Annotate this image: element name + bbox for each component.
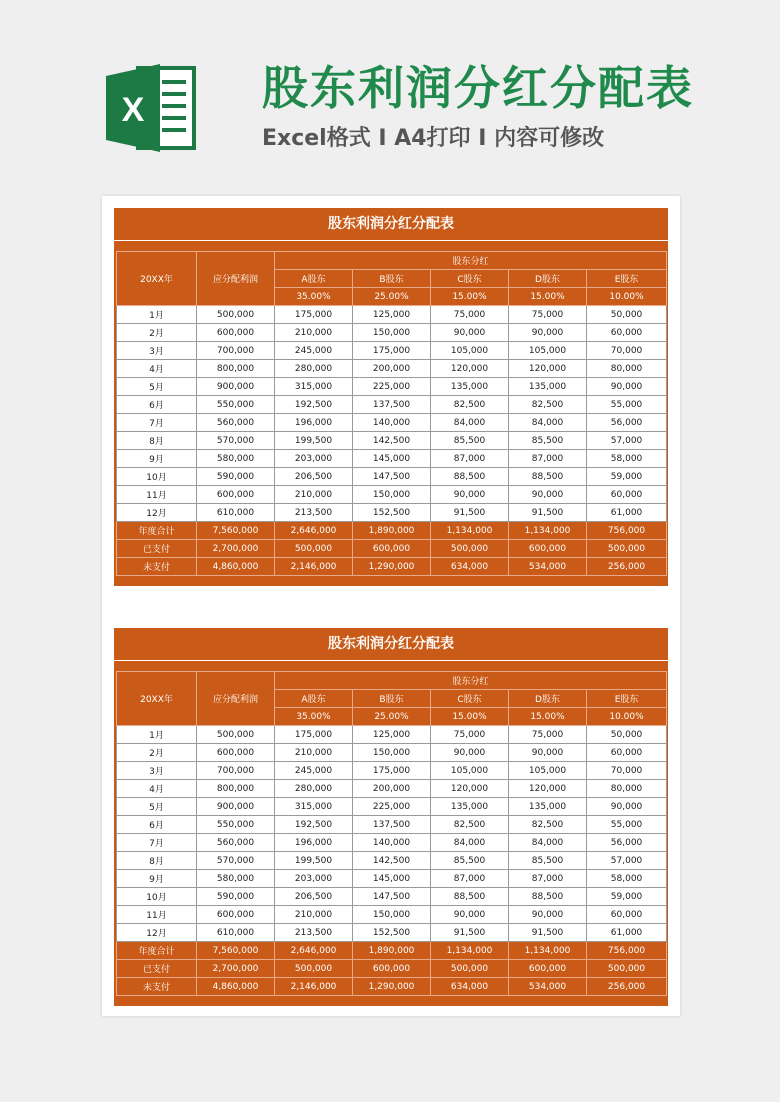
table-row (117, 342, 667, 360)
table-cell: 9月 (117, 450, 197, 468)
table-cell: 56,000 (587, 414, 667, 432)
table-cell: 500,000 (275, 960, 353, 978)
table-cell: 84,000 (431, 414, 509, 432)
table-cell: 82,500 (509, 816, 587, 834)
table-row (117, 762, 667, 780)
shareholder-name: C股东 (431, 690, 509, 708)
table-cell: 61,000 (587, 504, 667, 522)
table-row (117, 486, 667, 504)
sheet-title: 股东利润分红分配表 (114, 628, 668, 661)
table-sheet-2 (114, 628, 668, 1006)
table-row (117, 378, 667, 396)
table-row (117, 450, 667, 468)
table-cell: 7月 (117, 414, 197, 432)
table-cell: 756,000 (587, 522, 667, 540)
table-cell: 560,000 (197, 414, 275, 432)
header-row (117, 252, 667, 270)
table-cell: 84,000 (431, 834, 509, 852)
table-cell: 135,000 (431, 378, 509, 396)
table-cell: 91,500 (509, 924, 587, 942)
table-cell: 1,134,000 (509, 942, 587, 960)
table-cell: 2,700,000 (197, 540, 275, 558)
table-cell: 90,000 (509, 324, 587, 342)
table-cell: 60,000 (587, 486, 667, 504)
table-cell: 147,500 (353, 888, 431, 906)
table-cell: 120,000 (431, 780, 509, 798)
table-cell: 已支付 (117, 540, 197, 558)
shareholder-ratio: 15.00% (431, 288, 509, 306)
table-row (117, 924, 667, 942)
table-cell: 315,000 (275, 798, 353, 816)
table-cell: 85,500 (431, 432, 509, 450)
table-cell: 590,000 (197, 888, 275, 906)
table-cell: 210,000 (275, 324, 353, 342)
table-cell: 150,000 (353, 486, 431, 504)
table-cell: 500,000 (197, 726, 275, 744)
table-cell: 105,000 (431, 762, 509, 780)
col-header-profit: 应分配利润 (197, 252, 275, 306)
table-cell: 125,000 (353, 726, 431, 744)
table-cell: 120,000 (509, 360, 587, 378)
table-cell: 75,000 (431, 726, 509, 744)
table-row (117, 414, 667, 432)
table-cell: 87,000 (509, 870, 587, 888)
table-cell: 8月 (117, 432, 197, 450)
table-cell: 4,860,000 (197, 558, 275, 576)
table-cell: 245,000 (275, 762, 353, 780)
table-cell: 91,500 (431, 504, 509, 522)
table-row (117, 324, 667, 342)
table-cell: 245,000 (275, 342, 353, 360)
table-cell: 145,000 (353, 870, 431, 888)
table-cell: 199,500 (275, 852, 353, 870)
table-row (117, 906, 667, 924)
sheet-title: 股东利润分红分配表 (114, 208, 668, 241)
table-row (117, 432, 667, 450)
dividend-table (116, 671, 667, 996)
table-cell: 203,000 (275, 870, 353, 888)
table-row (117, 798, 667, 816)
table-cell: 192,500 (275, 816, 353, 834)
table-cell: 600,000 (509, 540, 587, 558)
table-cell: 192,500 (275, 396, 353, 414)
table-row (117, 726, 667, 744)
table-cell: 82,500 (509, 396, 587, 414)
table-cell: 500,000 (587, 960, 667, 978)
table-cell: 88,500 (431, 468, 509, 486)
table-cell: 90,000 (431, 744, 509, 762)
table-cell: 225,000 (353, 378, 431, 396)
table-cell: 55,000 (587, 816, 667, 834)
table-cell: 1,890,000 (353, 942, 431, 960)
table-cell: 90,000 (431, 906, 509, 924)
table-cell: 2,146,000 (275, 978, 353, 996)
document-paper (102, 196, 680, 1016)
table-cell: 125,000 (353, 306, 431, 324)
table-cell: 60,000 (587, 744, 667, 762)
table-cell: 196,000 (275, 834, 353, 852)
table-cell: 5月 (117, 378, 197, 396)
table-cell: 600,000 (509, 960, 587, 978)
col-header-profit: 应分配利润 (197, 672, 275, 726)
table-cell: 1,290,000 (353, 558, 431, 576)
logo-letter: X (121, 91, 145, 129)
table-cell: 59,000 (587, 888, 667, 906)
table-cell: 2,646,000 (275, 942, 353, 960)
table-cell: 140,000 (353, 834, 431, 852)
table-cell: 3月 (117, 762, 197, 780)
table-cell: 70,000 (587, 762, 667, 780)
table-cell: 213,500 (275, 924, 353, 942)
table-cell: 82,500 (431, 816, 509, 834)
table-cell: 84,000 (509, 834, 587, 852)
table-cell: 84,000 (509, 414, 587, 432)
table-cell: 105,000 (509, 342, 587, 360)
table-cell: 800,000 (197, 360, 275, 378)
table-cell: 634,000 (431, 558, 509, 576)
table-cell: 7月 (117, 834, 197, 852)
col-header-group: 股东分红 (275, 672, 667, 690)
table-row (117, 780, 667, 798)
table-cell: 57,000 (587, 432, 667, 450)
table-cell: 700,000 (197, 762, 275, 780)
header-row (117, 672, 667, 690)
table-cell: 12月 (117, 924, 197, 942)
table-cell: 6月 (117, 396, 197, 414)
table-cell: 91,500 (431, 924, 509, 942)
table-cell: 105,000 (431, 342, 509, 360)
col-header-year: 20XX年 (117, 672, 197, 726)
table-cell: 85,500 (431, 852, 509, 870)
table-cell: 135,000 (509, 798, 587, 816)
table-cell: 120,000 (509, 780, 587, 798)
table-cell: 10月 (117, 888, 197, 906)
shareholder-name: A股东 (275, 270, 353, 288)
shareholder-name: E股东 (587, 690, 667, 708)
table-cell: 50,000 (587, 726, 667, 744)
page-subtitle: Excel格式 I A4打印 I 内容可修改 (262, 126, 605, 151)
table-row (117, 360, 667, 378)
table-cell: 580,000 (197, 450, 275, 468)
table-row (117, 396, 667, 414)
table-cell: 1月 (117, 726, 197, 744)
table-cell: 142,500 (353, 432, 431, 450)
table-cell: 203,000 (275, 450, 353, 468)
table-cell: 88,500 (509, 888, 587, 906)
col-header-year: 20XX年 (117, 252, 197, 306)
shareholder-ratio: 15.00% (431, 708, 509, 726)
table-cell: 59,000 (587, 468, 667, 486)
table-cell: 4,860,000 (197, 978, 275, 996)
table-cell: 11月 (117, 486, 197, 504)
table-cell: 500,000 (431, 540, 509, 558)
table-row (117, 834, 667, 852)
table-cell: 87,000 (509, 450, 587, 468)
table-row (117, 504, 667, 522)
table-cell: 580,000 (197, 870, 275, 888)
table-cell: 88,500 (431, 888, 509, 906)
table-cell: 60,000 (587, 324, 667, 342)
table-cell: 7,560,000 (197, 522, 275, 540)
table-cell: 88,500 (509, 468, 587, 486)
table-cell: 210,000 (275, 744, 353, 762)
table-cell: 570,000 (197, 852, 275, 870)
table-cell: 200,000 (353, 360, 431, 378)
table-cell: 90,000 (509, 906, 587, 924)
table-cell: 7,560,000 (197, 942, 275, 960)
table-cell: 534,000 (509, 558, 587, 576)
table-cell: 200,000 (353, 780, 431, 798)
table-cell: 6月 (117, 816, 197, 834)
table-cell: 57,000 (587, 852, 667, 870)
table-cell: 50,000 (587, 306, 667, 324)
table-cell: 280,000 (275, 360, 353, 378)
table-cell: 90,000 (587, 798, 667, 816)
table-cell: 1月 (117, 306, 197, 324)
table-cell: 256,000 (587, 978, 667, 996)
table-cell: 256,000 (587, 558, 667, 576)
table-cell: 70,000 (587, 342, 667, 360)
table-cell: 206,500 (275, 888, 353, 906)
table-cell: 590,000 (197, 468, 275, 486)
table-cell: 199,500 (275, 432, 353, 450)
shareholder-name: D股东 (509, 690, 587, 708)
table-cell: 1,134,000 (509, 522, 587, 540)
table-cell: 55,000 (587, 396, 667, 414)
table-cell: 61,000 (587, 924, 667, 942)
summary-row (117, 942, 667, 960)
table-cell: 175,000 (275, 306, 353, 324)
table-cell: 210,000 (275, 906, 353, 924)
table-cell: 4月 (117, 360, 197, 378)
table-cell: 500,000 (587, 540, 667, 558)
table-cell: 206,500 (275, 468, 353, 486)
table-cell: 196,000 (275, 414, 353, 432)
table-cell: 900,000 (197, 378, 275, 396)
table-cell: 280,000 (275, 780, 353, 798)
table-cell: 500,000 (197, 306, 275, 324)
shareholder-ratio: 10.00% (587, 708, 667, 726)
table-cell: 142,500 (353, 852, 431, 870)
shareholder-name: A股东 (275, 690, 353, 708)
summary-row (117, 522, 667, 540)
table-cell: 600,000 (353, 960, 431, 978)
table-cell: 225,000 (353, 798, 431, 816)
table-cell: 2,700,000 (197, 960, 275, 978)
table-cell: 未支付 (117, 978, 197, 996)
table-row (117, 744, 667, 762)
table-cell: 91,500 (509, 504, 587, 522)
table-cell: 175,000 (353, 762, 431, 780)
table-cell: 150,000 (353, 324, 431, 342)
table-cell: 700,000 (197, 342, 275, 360)
table-cell: 175,000 (353, 342, 431, 360)
table-row (117, 888, 667, 906)
table-cell: 550,000 (197, 816, 275, 834)
table-sheet-1 (114, 208, 668, 586)
shareholder-ratio: 10.00% (587, 288, 667, 306)
table-cell: 60,000 (587, 906, 667, 924)
table-cell: 2月 (117, 324, 197, 342)
shareholder-ratio: 35.00% (275, 708, 353, 726)
table-cell: 90,000 (509, 486, 587, 504)
table-cell: 1,134,000 (431, 942, 509, 960)
shareholder-ratio: 25.00% (353, 708, 431, 726)
table-cell: 137,500 (353, 816, 431, 834)
summary-row (117, 978, 667, 996)
table-row (117, 816, 667, 834)
table-cell: 75,000 (431, 306, 509, 324)
shareholder-name: D股东 (509, 270, 587, 288)
table-cell: 85,500 (509, 432, 587, 450)
table-cell: 90,000 (587, 378, 667, 396)
table-row (117, 870, 667, 888)
table-cell: 11月 (117, 906, 197, 924)
table-cell: 8月 (117, 852, 197, 870)
table-cell: 80,000 (587, 780, 667, 798)
table-cell: 150,000 (353, 906, 431, 924)
table-cell: 600,000 (353, 540, 431, 558)
table-cell: 145,000 (353, 450, 431, 468)
table-cell: 175,000 (275, 726, 353, 744)
table-row (117, 468, 667, 486)
table-cell: 4月 (117, 780, 197, 798)
table-cell: 534,000 (509, 978, 587, 996)
table-cell: 1,890,000 (353, 522, 431, 540)
table-cell: 500,000 (275, 540, 353, 558)
table-cell: 10月 (117, 468, 197, 486)
table-cell: 150,000 (353, 744, 431, 762)
table-cell: 5月 (117, 798, 197, 816)
col-header-group: 股东分红 (275, 252, 667, 270)
shareholder-name: C股东 (431, 270, 509, 288)
shareholder-ratio: 35.00% (275, 288, 353, 306)
table-cell: 未支付 (117, 558, 197, 576)
table-cell: 已支付 (117, 960, 197, 978)
table-cell: 600,000 (197, 906, 275, 924)
table-cell: 600,000 (197, 486, 275, 504)
table-cell: 90,000 (509, 744, 587, 762)
table-cell: 年度合计 (117, 522, 197, 540)
table-cell: 634,000 (431, 978, 509, 996)
table-cell: 152,500 (353, 504, 431, 522)
table-cell: 213,500 (275, 504, 353, 522)
table-cell: 210,000 (275, 486, 353, 504)
summary-row (117, 960, 667, 978)
table-cell: 756,000 (587, 942, 667, 960)
table-cell: 87,000 (431, 870, 509, 888)
table-cell: 82,500 (431, 396, 509, 414)
table-cell: 75,000 (509, 726, 587, 744)
table-cell: 600,000 (197, 744, 275, 762)
table-cell: 800,000 (197, 780, 275, 798)
summary-row (117, 558, 667, 576)
table-cell: 12月 (117, 504, 197, 522)
table-cell: 58,000 (587, 870, 667, 888)
shareholder-ratio: 25.00% (353, 288, 431, 306)
table-cell: 2月 (117, 744, 197, 762)
page-title: 股东利润分红分配表 (262, 61, 694, 115)
table-cell: 56,000 (587, 834, 667, 852)
table-cell: 90,000 (431, 486, 509, 504)
table-cell: 610,000 (197, 504, 275, 522)
table-cell: 315,000 (275, 378, 353, 396)
table-cell: 140,000 (353, 414, 431, 432)
table-cell: 152,500 (353, 924, 431, 942)
shareholder-name: E股东 (587, 270, 667, 288)
table-cell: 80,000 (587, 360, 667, 378)
table-cell: 560,000 (197, 834, 275, 852)
table-cell: 500,000 (431, 960, 509, 978)
excel-icon (100, 58, 200, 158)
table-cell: 90,000 (431, 324, 509, 342)
table-cell: 135,000 (431, 798, 509, 816)
table-cell: 120,000 (431, 360, 509, 378)
dividend-table (116, 251, 667, 576)
shareholder-name: B股东 (353, 270, 431, 288)
table-cell: 570,000 (197, 432, 275, 450)
table-cell: 58,000 (587, 450, 667, 468)
table-cell: 87,000 (431, 450, 509, 468)
summary-row (117, 540, 667, 558)
table-cell: 135,000 (509, 378, 587, 396)
table-cell: 85,500 (509, 852, 587, 870)
table-cell: 2,146,000 (275, 558, 353, 576)
table-cell: 75,000 (509, 306, 587, 324)
table-cell: 550,000 (197, 396, 275, 414)
table-cell: 1,134,000 (431, 522, 509, 540)
shareholder-ratio: 15.00% (509, 288, 587, 306)
table-cell: 3月 (117, 342, 197, 360)
table-cell: 2,646,000 (275, 522, 353, 540)
table-row (117, 852, 667, 870)
shareholder-name: B股东 (353, 690, 431, 708)
table-cell: 900,000 (197, 798, 275, 816)
table-cell: 137,500 (353, 396, 431, 414)
table-cell: 9月 (117, 870, 197, 888)
table-cell: 105,000 (509, 762, 587, 780)
table-cell: 1,290,000 (353, 978, 431, 996)
table-cell: 610,000 (197, 924, 275, 942)
table-cell: 147,500 (353, 468, 431, 486)
table-cell: 600,000 (197, 324, 275, 342)
shareholder-ratio: 15.00% (509, 708, 587, 726)
table-cell: 年度合计 (117, 942, 197, 960)
table-row (117, 306, 667, 324)
